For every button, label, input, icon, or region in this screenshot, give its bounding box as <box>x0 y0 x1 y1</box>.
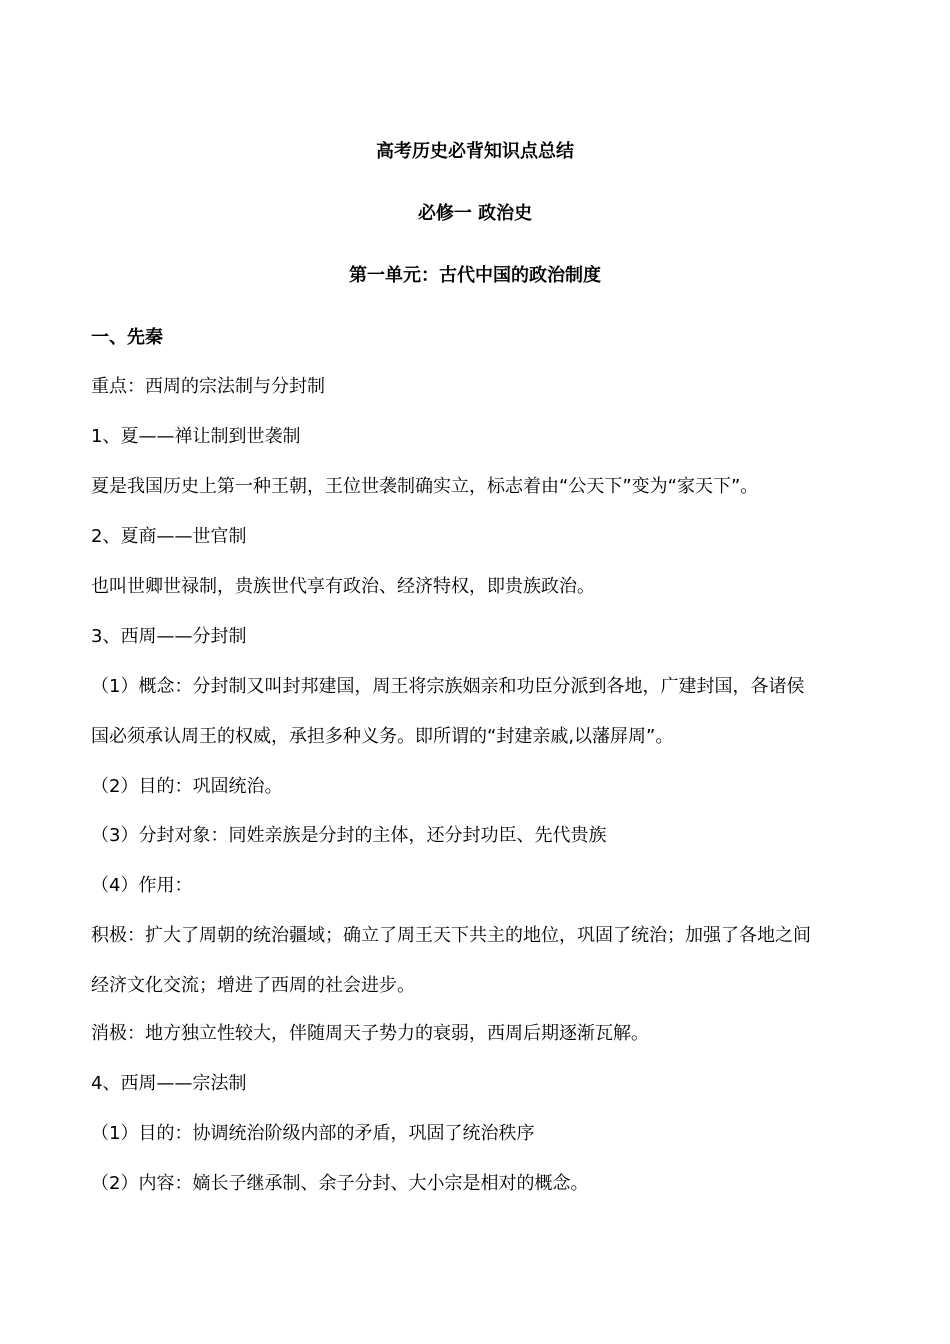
paragraph: 也叫世卿世禄制，贵族世代享有政治、经济特权，即贵族政治。 <box>91 576 595 597</box>
paragraph: 3、西周——分封制 <box>91 626 247 647</box>
paragraph: 2、夏商——世官制 <box>91 526 247 547</box>
paragraph: 夏是我国历史上第一种王朝，王位世袭制确实立，标志着由“公天下”变为“家天下”。 <box>91 476 759 497</box>
paragraph: （4）作用： <box>91 875 193 896</box>
paragraph: （3）分封对象：同姓亲族是分封的主体，还分封功臣、先代贵族 <box>91 825 607 846</box>
paragraph: 重点：西周的宗法制与分封制 <box>91 376 325 397</box>
paragraph: （1）概念：分封制又叫封邦建国，周王将宗族姻亲和功臣分派到各地，广建封国，各诸侯 <box>91 676 805 697</box>
paragraph: 消极：地方独立性较大，伴随周天子势力的衰弱，西周后期逐渐瓦解。 <box>91 1023 649 1044</box>
document-title: 高考历史必背知识点总结 <box>376 141 574 162</box>
paragraph: 积极：扩大了周朝的统治疆域；确立了周王天下共主的地位，巩固了统治；加强了各地之间 <box>91 925 811 946</box>
unit-title: 第一单元：古代中国的政治制度 <box>349 265 601 286</box>
paragraph: 1、夏——禅让制到世袭制 <box>91 426 301 447</box>
paragraph: （1）目的：协调统治阶级内部的矛盾，巩固了统治秩序 <box>91 1123 535 1144</box>
section-heading: 一、先秦 <box>91 327 163 348</box>
document-subtitle: 必修一 政治史 <box>417 203 533 224</box>
paragraph: 经济文化交流；增进了西周的社会进步。 <box>91 975 415 996</box>
paragraph: （2）内容：嫡长子继承制、余子分封、大小宗是相对的概念。 <box>91 1173 589 1194</box>
paragraph: 国必须承认周王的权威，承担多种义务。即所谓的“封建亲戚,以藩屏周”。 <box>91 726 674 747</box>
paragraph: （2）目的：巩固统治。 <box>91 776 283 797</box>
paragraph: 4、西周——宗法制 <box>91 1073 247 1094</box>
